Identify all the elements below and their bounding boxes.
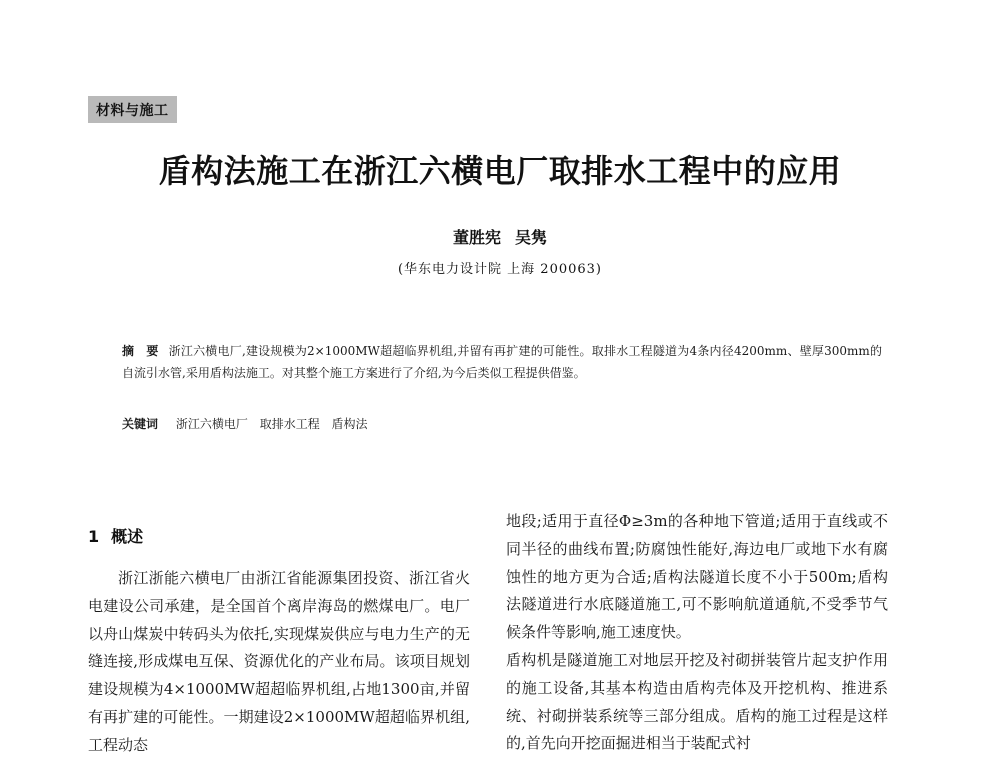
body-paragraph: 浙江浙能六横电厂由浙江省能源集团投资、浙江省火电建设公司承建，是全国首个离岸海岛的燃煤电厂。电厂以舟山煤炭中转码头为依托,实现煤炭供应与电力生产的无缝连接,形成煤电互保、资源优化的产业布局。该项目规划建设规模为4×1000MW超超临界机组,占地1300亩,并留有再扩建的可能性。一期建设2×1000MW超超临界机组,工程动态 xyxy=(88,569,470,754)
affiliation: (华东电力设计院 上海 200063) xyxy=(397,262,603,277)
abstract-label: 摘 要 xyxy=(122,344,159,358)
section-title: 概述 xyxy=(111,527,144,546)
abstract-text: 浙江六横电厂,建设规模为2×1000MW超超临界机组,并留有再扩建的可能性。取排水工程隧道为4条内径4200mm、壁厚300mm的自流引水管,采用盾构法施工。对其整个施工方案进行了介绍,为今后类似工程提供借鉴。 xyxy=(122,344,882,380)
authors xyxy=(0,225,1000,248)
keywords-label: 关键词 xyxy=(122,417,159,431)
body-paragraph: 地段;适用于直径Φ≥3m的各种地下管道;适用于直线或不同半径的曲线布置;防腐蚀性能好,海边电厂或地下水有腐蚀性的地方更为合适;盾构法隧道长度不小于500m;盾构法隧道进行水底隧道施工,可不影响航道通航,不受季节气候条件等影响,施工速度快。 xyxy=(506,512,888,642)
author-name: 董胜宪 xyxy=(452,228,501,247)
section-number: 1 xyxy=(88,527,100,546)
section-tag: 材料与施工 xyxy=(88,96,177,123)
keyword: 浙江六横电厂 xyxy=(175,417,248,431)
keyword: 盾构法 xyxy=(331,417,368,431)
paper-title: 盾构法施工在浙江六横电厂取排水工程中的应用 xyxy=(158,152,842,190)
section-heading xyxy=(88,524,143,547)
abstract xyxy=(122,340,882,384)
left-column xyxy=(88,565,470,760)
body-paragraph: 盾构机是隧道施工对地层开挖及衬砌拼装管片起支护作用的施工设备,其基本构造由盾构壳体及开挖机构、推进系统、衬砌拼装系统等三部分组成。盾构的施工过程是这样的,首先向开挖面掘进相当于装配式衬 xyxy=(506,650,888,753)
author-name: 吴隽 xyxy=(515,228,548,247)
keyword: 取排水工程 xyxy=(259,417,320,431)
keywords xyxy=(122,413,882,435)
right-column xyxy=(506,508,888,758)
